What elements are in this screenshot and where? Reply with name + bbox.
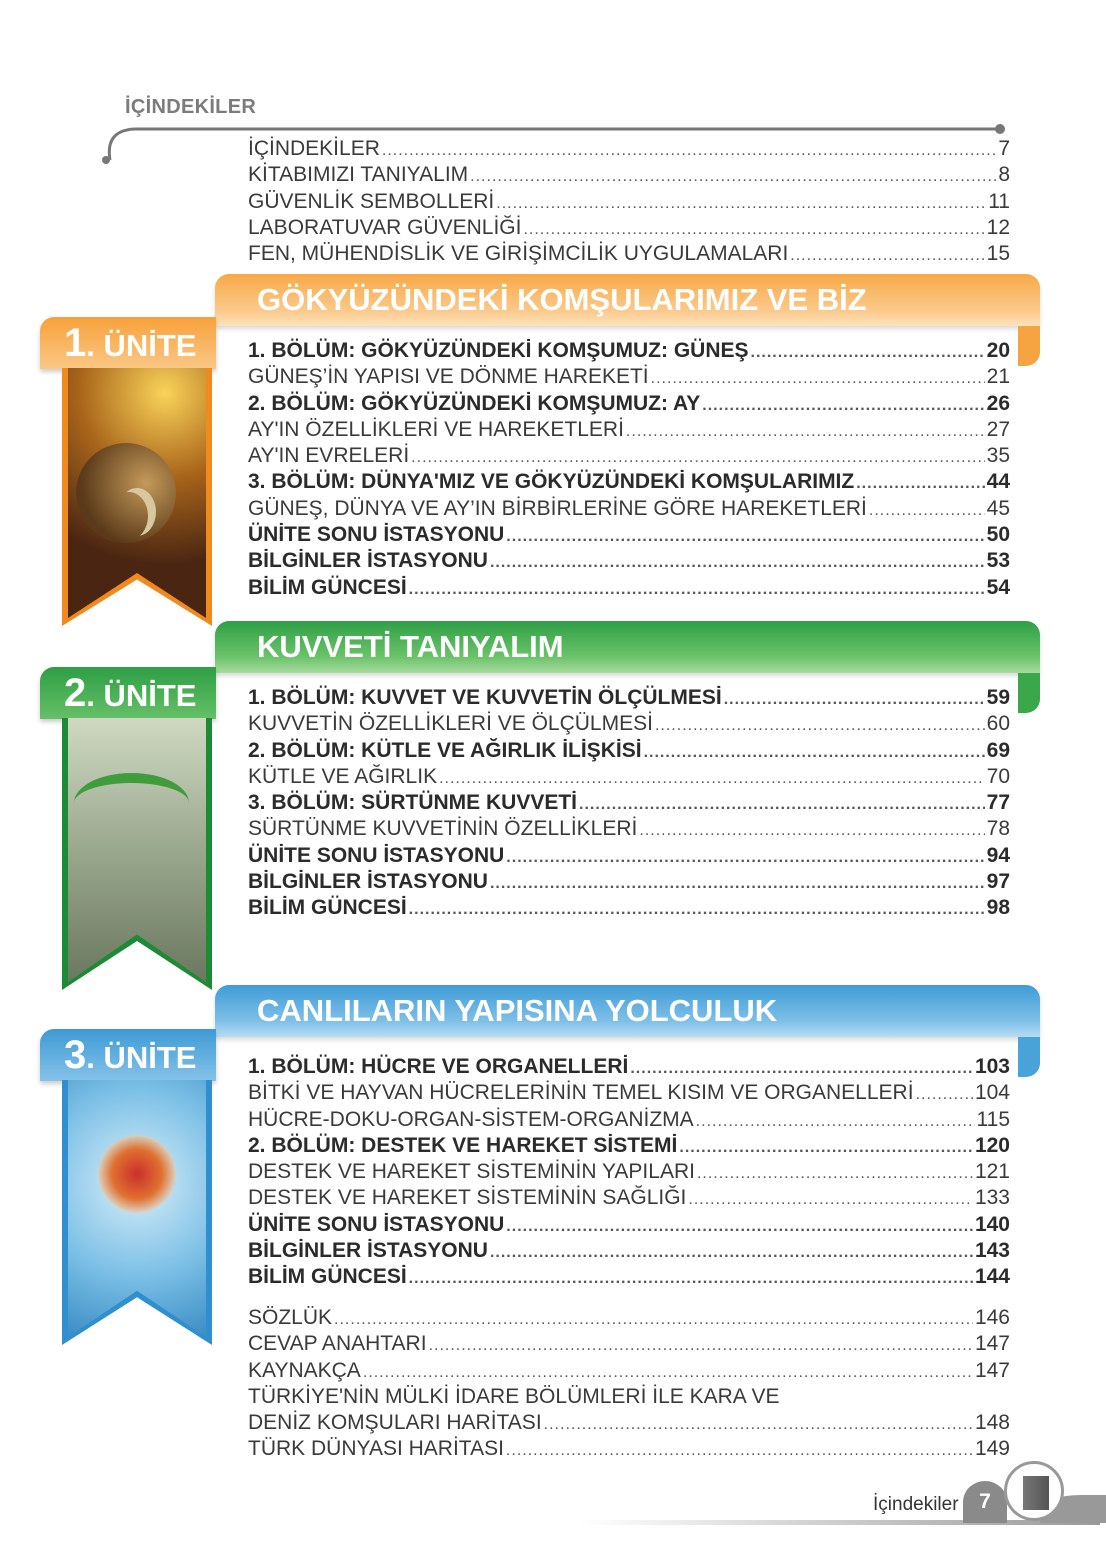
entry-title: GÜNEŞ’İN YAPISI VE DÖNME HAREKETİ bbox=[248, 365, 649, 389]
toc-entry[interactable] bbox=[248, 895, 1010, 921]
unit-title-banner: GÖKYÜZÜNDEKİ KOMŞULARIMIZ VE BİZ bbox=[215, 274, 1040, 326]
dot-leader bbox=[697, 1161, 973, 1187]
entry-title: KUVVETİN ÖZELLİKLERİ VE ÖLÇÜLMESİ bbox=[248, 712, 653, 736]
dot-leader bbox=[470, 164, 996, 190]
entry-title: LABORATUVAR GÜVENLİĞİ bbox=[248, 215, 522, 239]
unit-number: 3 bbox=[64, 1033, 87, 1077]
dot-leader bbox=[724, 687, 985, 713]
dot-leader bbox=[679, 1135, 973, 1161]
entry-page: 120 bbox=[974, 1133, 1010, 1157]
unit-label: . ÜNİTE bbox=[86, 328, 197, 363]
dot-leader bbox=[630, 1056, 973, 1082]
entry-title: ÜNİTE SONU İSTASYONU bbox=[248, 843, 505, 867]
moon-icon bbox=[118, 488, 156, 536]
dot-leader bbox=[506, 1438, 973, 1464]
unit-ribbon bbox=[62, 368, 212, 626]
toc-entry[interactable] bbox=[248, 1212, 1010, 1238]
toc-entry[interactable] bbox=[248, 869, 1010, 895]
dot-leader bbox=[490, 871, 985, 897]
entry-title: BİLİM GÜNCESİ bbox=[248, 575, 407, 599]
unit-title-banner: KUVVETİ TANIYALIM bbox=[215, 621, 1040, 673]
toc-entry[interactable] bbox=[248, 548, 1010, 574]
appendix-list bbox=[248, 1305, 1010, 1463]
entry-title: ÜNİTE SONU İSTASYONU bbox=[248, 1212, 505, 1236]
entry-page: 97 bbox=[986, 870, 1010, 894]
unit-number: 1 bbox=[64, 321, 87, 365]
banner-curl bbox=[1018, 1037, 1040, 1077]
entry-page: 12 bbox=[986, 215, 1010, 239]
entry-title: KİTABIMIZI TANIYALIM bbox=[248, 163, 469, 187]
entry-page: 11 bbox=[988, 189, 1010, 213]
toc-entry[interactable] bbox=[248, 843, 1010, 869]
entry-title: CEVAP ANAHTARI bbox=[248, 1332, 427, 1356]
toc-heading: İÇİNDEKİLER bbox=[125, 96, 257, 118]
toc-entry[interactable] bbox=[248, 189, 1010, 215]
entry-page: 103 bbox=[974, 1055, 1010, 1078]
toc-entry[interactable] bbox=[248, 738, 1010, 764]
entry-title: SÖZLÜK bbox=[248, 1306, 333, 1329]
entry-page: 144 bbox=[974, 1265, 1010, 1289]
entry-title: 2. BÖLÜM: DESTEK VE HAREKET SİSTEMİ bbox=[248, 1133, 678, 1157]
entry-title: 1. BÖLÜM: KUVVET VE KUVVETİN ÖLÇÜLMESİ bbox=[248, 686, 722, 709]
entry-title: HÜCRE-DOKU-ORGAN-SİSTEM-ORGANİZMA bbox=[248, 1107, 694, 1131]
entry-page: 44 bbox=[986, 470, 1010, 494]
dot-leader bbox=[579, 792, 985, 818]
dot-leader bbox=[523, 217, 984, 243]
dot-leader bbox=[496, 191, 986, 217]
toc-entry[interactable] bbox=[248, 1107, 1010, 1133]
entry-title: BİTKİ VE HAYVAN HÜCRELERİNİN TEMEL KISIM VE ORGANELLERİ bbox=[248, 1081, 914, 1105]
entry-title: DESTEK VE HAREKET SİSTEMİNİN YAPILARI bbox=[248, 1160, 695, 1184]
toc-entry[interactable] bbox=[248, 790, 1010, 816]
entry-page: 94 bbox=[986, 843, 1010, 867]
entry-page: 59 bbox=[986, 686, 1010, 709]
dot-leader bbox=[439, 766, 985, 792]
entry-title: AY'IN ÖZELLİKLERİ VE HAREKETLERİ bbox=[248, 417, 624, 441]
toc-entry[interactable] bbox=[248, 1133, 1010, 1159]
dot-leader bbox=[751, 340, 985, 366]
entry-title: 2. BÖLÜM: GÖKYÜZÜNDEKİ KOMŞUMUZ: AY bbox=[248, 391, 701, 415]
unit-2-list bbox=[248, 685, 1010, 922]
entry-page: 7 bbox=[998, 137, 1010, 160]
entry-page: 147 bbox=[974, 1358, 1010, 1382]
entry-page: 35 bbox=[986, 444, 1010, 468]
book-badge bbox=[1004, 1461, 1064, 1521]
entry-page: 53 bbox=[986, 549, 1010, 573]
dot-leader bbox=[696, 1109, 975, 1135]
unit-tab bbox=[40, 667, 216, 719]
dot-leader bbox=[490, 1240, 973, 1266]
footer-label: İçindekiler bbox=[873, 1494, 959, 1515]
entry-page: 54 bbox=[986, 575, 1010, 599]
entry-title: KÜTLE VE AĞIRLIK bbox=[248, 764, 438, 788]
toc-entry[interactable] bbox=[248, 364, 1010, 390]
unit-ribbon bbox=[62, 718, 212, 990]
entry-page: 98 bbox=[986, 896, 1010, 920]
entry-page: 69 bbox=[986, 738, 1010, 762]
entry-page: 140 bbox=[974, 1212, 1010, 1236]
toc-entry[interactable] bbox=[248, 162, 1010, 188]
entry-page: 20 bbox=[986, 339, 1010, 362]
banner-curl bbox=[1018, 673, 1040, 713]
entry-page: 15 bbox=[986, 242, 1010, 266]
dot-leader bbox=[916, 1082, 973, 1108]
paraglider-image bbox=[68, 718, 206, 982]
toc-entry[interactable] bbox=[248, 1080, 1010, 1106]
toc-entry[interactable] bbox=[248, 1331, 1010, 1357]
dot-leader bbox=[382, 138, 996, 164]
toc-entry[interactable] bbox=[248, 816, 1010, 842]
toc-entry[interactable] bbox=[248, 496, 1010, 522]
entry-page: 133 bbox=[974, 1186, 1010, 1210]
toc-entry[interactable] bbox=[248, 136, 1010, 162]
entry-title: 1. BÖLÜM: HÜCRE VE ORGANELLERİ bbox=[248, 1055, 629, 1078]
entry-page: 8 bbox=[998, 163, 1010, 187]
toc-entry[interactable] bbox=[248, 575, 1010, 601]
toc-entry[interactable] bbox=[248, 443, 1010, 469]
entry-title: DESTEK VE HAREKET SİSTEMİNİN SAĞLIĞI bbox=[248, 1186, 687, 1210]
entry-page: 121 bbox=[974, 1160, 1010, 1184]
entry-page: 78 bbox=[986, 817, 1010, 841]
toc-entry[interactable] bbox=[248, 215, 1010, 241]
dot-leader bbox=[869, 498, 985, 524]
dot-leader bbox=[688, 1187, 973, 1213]
dot-leader bbox=[506, 1214, 973, 1240]
entry-page: 149 bbox=[974, 1437, 1010, 1461]
entry-title: DENİZ KOMŞULARI HARİTASI bbox=[248, 1411, 542, 1435]
entry-title: TÜRK DÜNYASI HARİTASI bbox=[248, 1437, 504, 1461]
toc-entry[interactable] bbox=[248, 1054, 1010, 1080]
planet-image bbox=[68, 368, 206, 618]
dot-leader bbox=[490, 550, 985, 576]
toc-entry[interactable] bbox=[248, 711, 1010, 737]
toc-entry[interactable] bbox=[248, 1305, 1010, 1331]
dot-leader bbox=[429, 1333, 973, 1359]
entry-title: ÜNİTE SONU İSTASYONU bbox=[248, 523, 505, 547]
page-number: 7 bbox=[963, 1481, 1007, 1523]
toc-entry[interactable] bbox=[248, 241, 1010, 267]
banner-curl bbox=[1018, 326, 1040, 366]
unit-label: . ÜNİTE bbox=[86, 1040, 197, 1075]
entry-title: AY'IN EVRELERİ bbox=[248, 444, 410, 468]
footer-rule bbox=[580, 1520, 1100, 1525]
entry-title: İÇİNDEKİLER bbox=[248, 137, 380, 160]
entry-page: 143 bbox=[974, 1239, 1010, 1263]
entry-title: TÜRKİYE'NİN MÜLKİ İDARE BÖLÜMLERİ İLE KARA VE bbox=[248, 1384, 780, 1408]
entry-title: BİLGİNLER İSTASYONU bbox=[248, 1239, 488, 1263]
entry-title: GÜVENLİK SEMBOLLERİ bbox=[248, 189, 495, 213]
entry-page: 147 bbox=[974, 1332, 1010, 1356]
dot-leader bbox=[411, 445, 984, 471]
unit-tab bbox=[40, 1029, 216, 1081]
entry-title: SÜRTÜNME KUVVETİNİN ÖZELLİKLERİ bbox=[248, 817, 638, 841]
entry-page: 115 bbox=[976, 1107, 1010, 1131]
toc-entry[interactable] bbox=[248, 1159, 1010, 1185]
dot-leader bbox=[651, 366, 985, 392]
entry-page: 148 bbox=[974, 1411, 1010, 1435]
toc-entry[interactable] bbox=[248, 1436, 1010, 1462]
entry-page: 146 bbox=[974, 1306, 1010, 1329]
intro-list bbox=[248, 136, 1010, 267]
dot-leader bbox=[702, 393, 984, 419]
toc-entry[interactable] bbox=[248, 1238, 1010, 1264]
dot-leader bbox=[644, 740, 985, 766]
entry-page: 45 bbox=[986, 496, 1010, 520]
unit-ribbon bbox=[62, 1080, 212, 1345]
entry-page: 60 bbox=[986, 712, 1010, 736]
toc-entry[interactable] bbox=[248, 417, 1010, 443]
entry-title: GÜNEŞ, DÜNYA VE AY’IN BİRBİRLERİNE GÖRE HAREKETLERİ bbox=[248, 496, 867, 520]
dot-leader bbox=[334, 1307, 973, 1333]
entry-page: 70 bbox=[986, 764, 1010, 788]
entry-title: 1. BÖLÜM: GÖKYÜZÜNDEKİ KOMŞUMUZ: GÜNEŞ bbox=[248, 339, 749, 362]
entry-page: 21 bbox=[986, 365, 1010, 389]
dot-leader bbox=[655, 713, 985, 739]
toc-entry[interactable] bbox=[248, 1264, 1010, 1290]
entry-title: 2. BÖLÜM: KÜTLE VE AĞIRLIK İLİŞKİSİ bbox=[248, 738, 642, 762]
unit-1-list bbox=[248, 338, 1010, 601]
dot-leader bbox=[409, 577, 985, 603]
dot-leader bbox=[639, 818, 984, 844]
toc-entry[interactable] bbox=[248, 764, 1010, 790]
dot-leader bbox=[363, 1360, 973, 1386]
entry-page: 77 bbox=[986, 791, 1010, 815]
entry-title: KAYNAKÇA bbox=[248, 1358, 361, 1382]
dot-leader bbox=[506, 524, 984, 550]
entry-title: 3. BÖLÜM: DÜNYA'MIZ VE GÖKYÜZÜNDEKİ KOMŞULARIMIZ bbox=[248, 470, 855, 494]
toc-entry[interactable] bbox=[248, 1185, 1010, 1211]
unit-title-banner: CANLILARIN YAPISINA YOLCULUK bbox=[215, 985, 1040, 1037]
unit-label: . ÜNİTE bbox=[86, 678, 197, 713]
entry-title: FEN, MÜHENDİSLİK VE GİRİŞİMCİLİK UYGULAMALARI bbox=[248, 242, 789, 266]
cell-icon bbox=[98, 1135, 176, 1213]
entry-page: 26 bbox=[986, 391, 1010, 415]
dot-leader bbox=[856, 471, 984, 497]
unit-tab bbox=[40, 317, 216, 369]
toc-entry[interactable] bbox=[248, 469, 1010, 495]
unit-number: 2 bbox=[64, 671, 87, 715]
dot-leader bbox=[409, 897, 985, 923]
dot-leader bbox=[409, 1266, 973, 1292]
entry-page: 27 bbox=[986, 417, 1010, 441]
cell-image bbox=[68, 1080, 206, 1337]
entry-title: BİLİM GÜNCESİ bbox=[248, 1265, 407, 1289]
unit-3-list bbox=[248, 1054, 1010, 1291]
entry-page: 104 bbox=[974, 1081, 1010, 1105]
toc-entry[interactable] bbox=[248, 338, 1010, 364]
toc-entry[interactable] bbox=[248, 391, 1010, 417]
toc-entry[interactable] bbox=[248, 522, 1010, 548]
entry-title: 3. BÖLÜM: SÜRTÜNME KUVVETİ bbox=[248, 791, 578, 815]
toc-entry[interactable] bbox=[248, 1358, 1010, 1384]
dot-leader bbox=[626, 419, 985, 445]
toc-entry[interactable] bbox=[248, 1384, 1010, 1410]
entry-title: BİLİM GÜNCESİ bbox=[248, 896, 407, 920]
toc-entry[interactable] bbox=[248, 685, 1010, 711]
paraglider-icon bbox=[74, 773, 189, 833]
dot-leader bbox=[790, 243, 984, 269]
entry-page: 50 bbox=[986, 523, 1010, 547]
toc-entry[interactable] bbox=[248, 1410, 1010, 1436]
entry-title: BİLGİNLER İSTASYONU bbox=[248, 870, 488, 894]
dot-leader bbox=[544, 1412, 973, 1438]
entry-title: BİLGİNLER İSTASYONU bbox=[248, 549, 488, 573]
book-icon bbox=[1023, 1476, 1049, 1510]
dot-leader bbox=[506, 845, 984, 871]
